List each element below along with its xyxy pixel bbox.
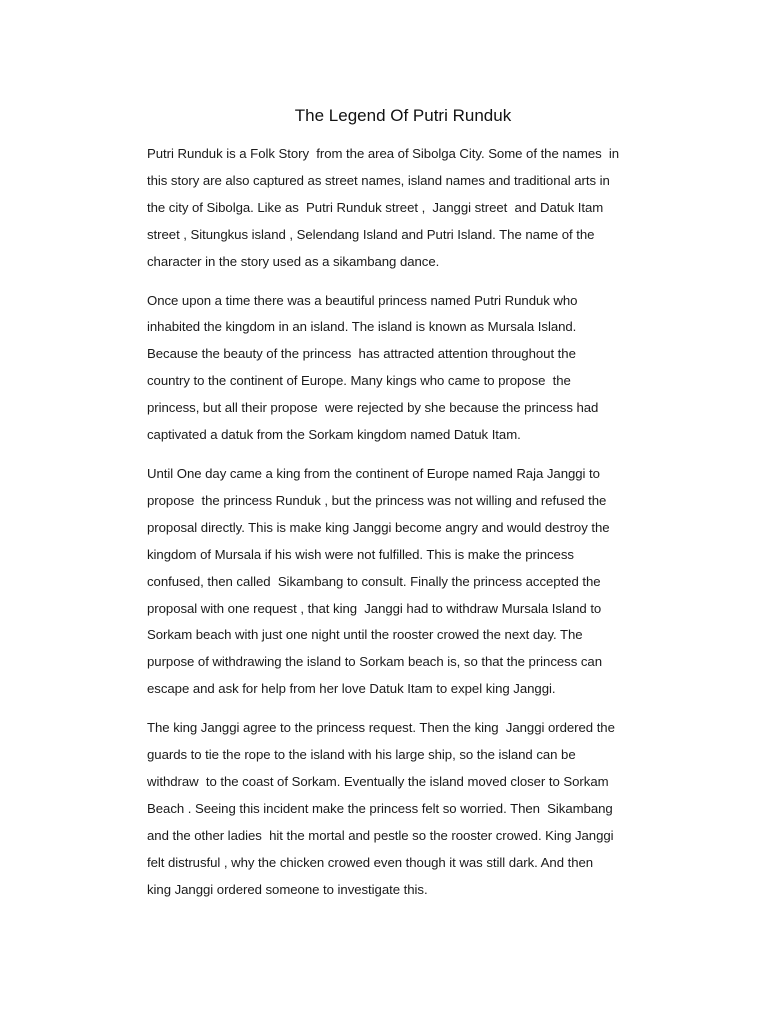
text-line: escape and ask for help from her love Datuk Itam to expel king Janggi. xyxy=(147,681,556,697)
text-line: felt distrusful , why the chicken crowed even though it was still dark. And then xyxy=(147,854,594,870)
document-body xyxy=(147,141,659,915)
text-line: Sorkam beach with just one night until the rooster crowed the next day. The xyxy=(147,627,583,643)
text-line: confused, then called Sikambang to consult. Finally the princess accepted the xyxy=(147,573,601,589)
text-line: character in the story used as a sikambang dance. xyxy=(147,253,440,269)
text-line: king Janggi ordered someone to investigate this. xyxy=(147,881,428,897)
text-line: Once upon a time there was a beautiful princess named Putri Runduk who xyxy=(147,292,578,308)
text-line: this story are also captured as street names, island names and traditional arts in xyxy=(147,172,610,188)
paragraph-2 xyxy=(147,288,659,449)
text-line: guards to tie the rope to the island with his large ship, so the island can be xyxy=(147,747,576,763)
text-line: propose the princess Runduk , but the princess was not willing and refused the xyxy=(147,492,607,508)
text-line: street , Situngkus island , Selendang Island and Putri Island. The name of the xyxy=(147,226,595,242)
text-line: and the other ladies hit the mortal and pestle so the rooster crowed. King Janggi xyxy=(147,827,614,843)
text-line: withdraw to the coast of Sorkam. Eventually the island moved closer to Sorkam xyxy=(147,773,609,789)
text-line: proposal directly. This is make king Janggi become angry and would destroy the xyxy=(147,519,610,535)
text-line: purpose of withdrawing the island to Sorkam beach is, so that the princess can xyxy=(147,654,602,670)
paragraph-3 xyxy=(147,461,659,703)
text-line: The king Janggi agree to the princess request. Then the king Janggi ordered the xyxy=(147,720,615,736)
text-line: country to the continent of Europe. Many kings who came to propose the xyxy=(147,373,571,389)
paragraph-4 xyxy=(147,715,659,903)
text-line: Putri Runduk is a Folk Story from the area of Sibolga City. Some of the names in xyxy=(147,146,620,161)
text-line: captivated a datuk from the Sorkam kingdom named Datuk Itam. xyxy=(147,427,521,443)
document-title: The Legend Of Putri Runduk xyxy=(294,106,512,125)
text-line: Because the beauty of the princess has attracted attention throughout the xyxy=(147,346,576,362)
text-line: kingdom of Mursala if his wish were not fulfilled. This is make the princess xyxy=(147,546,574,562)
text-line: Until One day came a king from the continent of Europe named Raja Janggi to xyxy=(147,465,600,481)
text-line: princess, but all their propose were rejected by she because the princess had xyxy=(147,400,599,416)
text-line: inhabited the kingdom in an island. The island is known as Mursala Island. xyxy=(147,319,577,335)
text-line: proposal with one request , that king Janggi had to withdraw Mursala Island to xyxy=(147,600,602,616)
text-line: Beach . Seeing this incident make the princess felt so worried. Then Sikambang xyxy=(147,800,613,816)
paragraph-1 xyxy=(147,141,659,276)
text-line: the city of Sibolga. Like as Putri Runduk street , Janggi street and Datuk Itam xyxy=(147,199,604,215)
